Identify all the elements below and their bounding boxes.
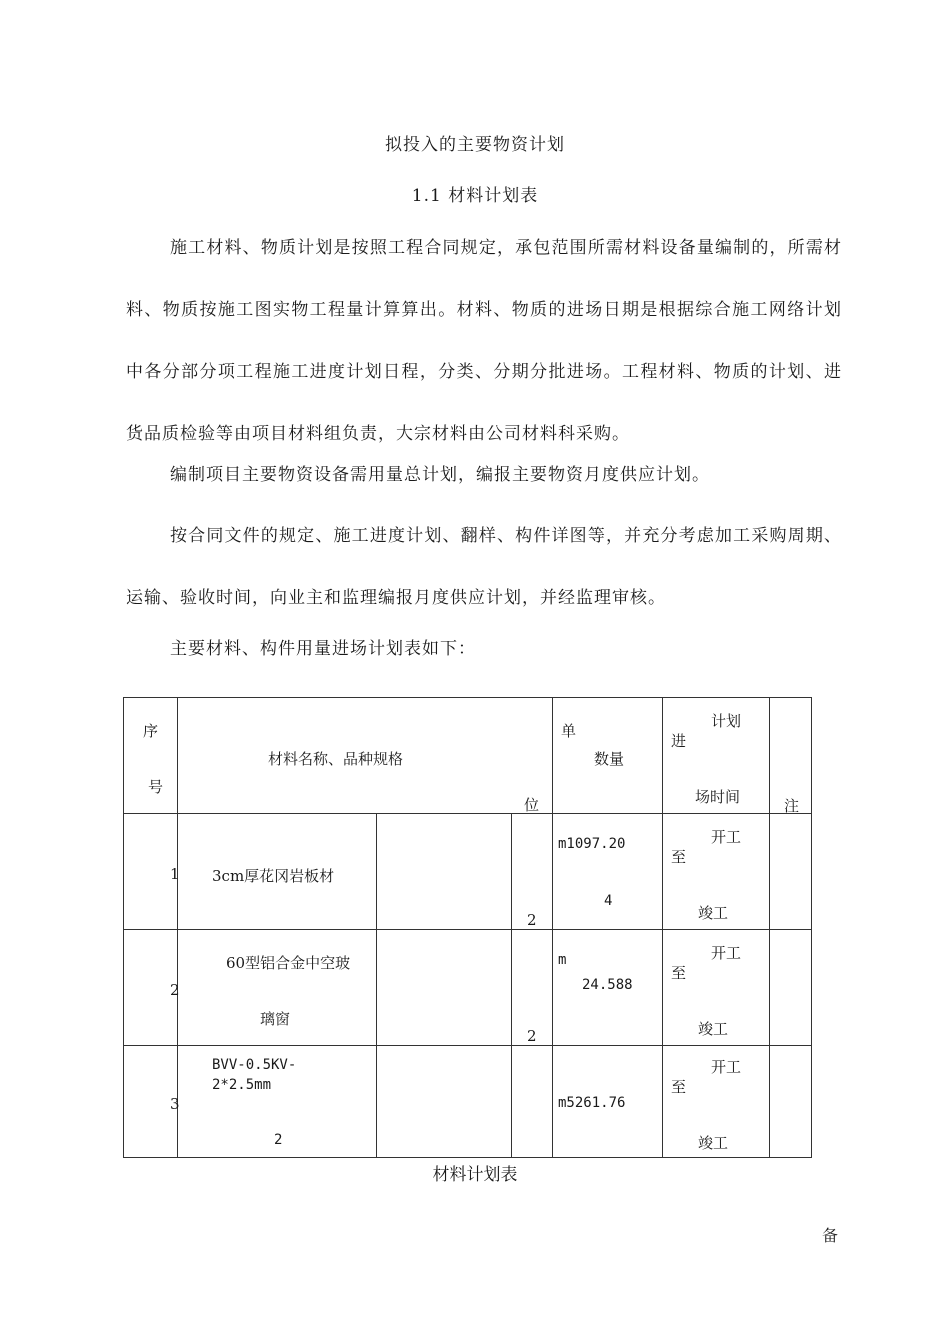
spec-cell xyxy=(377,930,512,1046)
material-name-cell xyxy=(178,1046,377,1158)
unit-cell xyxy=(512,1046,553,1158)
header-plan-cell xyxy=(663,698,770,814)
header-seq-bottom: 号 xyxy=(148,778,164,796)
header-name: 材料名称、品种规格 xyxy=(268,750,404,768)
trailing-character: 备 xyxy=(822,1226,839,1245)
schedule-cell xyxy=(663,814,770,930)
seq-cell xyxy=(124,1046,178,1158)
section-heading: 1.1 材料计划表 xyxy=(411,186,539,206)
quantity-cell xyxy=(553,1046,663,1158)
schedule-cell xyxy=(663,1046,770,1158)
unit-superscript: 2 xyxy=(527,1027,537,1045)
header-unit-bottom: 位 xyxy=(524,796,540,814)
note-cell xyxy=(770,1046,812,1158)
unit-cell xyxy=(512,814,553,930)
material-name-cell xyxy=(178,930,377,1046)
seq-cell xyxy=(124,814,178,930)
seq-number: 1 xyxy=(170,865,180,883)
header-note: 注 xyxy=(784,797,800,815)
schedule-to: 至 xyxy=(671,964,687,982)
header-seq-top: 序 xyxy=(143,722,159,740)
paragraph-plan: 编制项目主要物资设备需用量总计划，编报主要物资月度供应计划。 xyxy=(170,465,710,485)
table-row xyxy=(124,930,812,1046)
table-row xyxy=(124,1046,812,1158)
table-row xyxy=(124,814,812,930)
schedule-end: 竣工 xyxy=(698,904,729,922)
paragraph-table-intro: 主要材料、构件用量进场计划表如下： xyxy=(170,639,476,659)
header-seq-cell xyxy=(124,698,178,814)
spec-cell xyxy=(377,814,512,930)
header-qty: 数量 xyxy=(594,750,625,768)
note-cell xyxy=(770,930,812,1046)
note-cell xyxy=(770,814,812,930)
material-name-cont: 璃窗 xyxy=(260,1010,291,1028)
material-name-cell xyxy=(178,814,377,930)
table-header-row xyxy=(124,698,812,814)
quantity-value: m1097.20 xyxy=(558,836,626,852)
seq-number: 3 xyxy=(170,1095,180,1113)
material-name: BVV-0.5KV- xyxy=(212,1057,297,1073)
header-note-cell xyxy=(770,698,812,814)
table-caption: 材料计划表 xyxy=(432,1165,518,1185)
header-plan-top: 计划 xyxy=(711,712,742,730)
schedule-start: 开工 xyxy=(711,944,742,962)
quantity-cell xyxy=(553,814,663,930)
material-name-cont: 2*2.5mm xyxy=(212,1077,272,1093)
paragraph-intro: 施工材料、物质计划是按照工程合同规定，承包范围所需材料设备量编制的，所需材料、物质按施工图实物工程量计算算出。材料、物质的进场日期是根据综合施工网络计划中各分部分项工程施工进度计划日程，分类、分期分批进场。工程材料、物质的计划、进货品质检验等由项目材料组负责，大宗材料由公司材料科采购。 xyxy=(126,238,842,444)
schedule-to: 至 xyxy=(671,1078,687,1096)
schedule-cell xyxy=(663,930,770,1046)
header-qty-cell xyxy=(553,698,663,814)
seq-cell xyxy=(124,930,178,1046)
quantity-value: 24.588 xyxy=(582,977,633,993)
material-name-superscript: 2 xyxy=(274,1132,283,1148)
quantity-value-cont: 4 xyxy=(604,893,613,909)
schedule-to: 至 xyxy=(671,848,687,866)
schedule-start: 开工 xyxy=(711,1058,742,1076)
schedule-end: 竣工 xyxy=(698,1134,729,1152)
material-name: 3cm厚花冈岩板材 xyxy=(212,867,335,885)
quantity-cell xyxy=(553,930,663,1046)
schedule-start: 开工 xyxy=(711,828,742,846)
material-name: 60型铝合金中空玻 xyxy=(226,954,351,972)
header-plan-bottom: 场时间 xyxy=(695,788,741,806)
header-unit-top: 单 xyxy=(561,722,577,740)
spec-cell xyxy=(377,1046,512,1158)
unit-cell xyxy=(512,930,553,1046)
header-name-cell xyxy=(178,698,553,814)
paragraph-contract: 按合同文件的规定、施工进度计划、翻样、构件详图等，并充分考虑加工采购周期、运输、验收时间，向业主和监理编报月度供应计划，并经监理审核。 xyxy=(126,526,842,608)
material-plan-table xyxy=(123,697,812,1158)
quantity-unit: m xyxy=(558,952,567,968)
document-title: 拟投入的主要物资计划 xyxy=(385,135,565,155)
schedule-end: 竣工 xyxy=(698,1020,729,1038)
unit-superscript: 2 xyxy=(527,911,537,929)
seq-number: 2 xyxy=(170,981,180,999)
quantity-value: m5261.76 xyxy=(558,1095,626,1111)
header-plan-mid: 进 xyxy=(671,732,687,750)
